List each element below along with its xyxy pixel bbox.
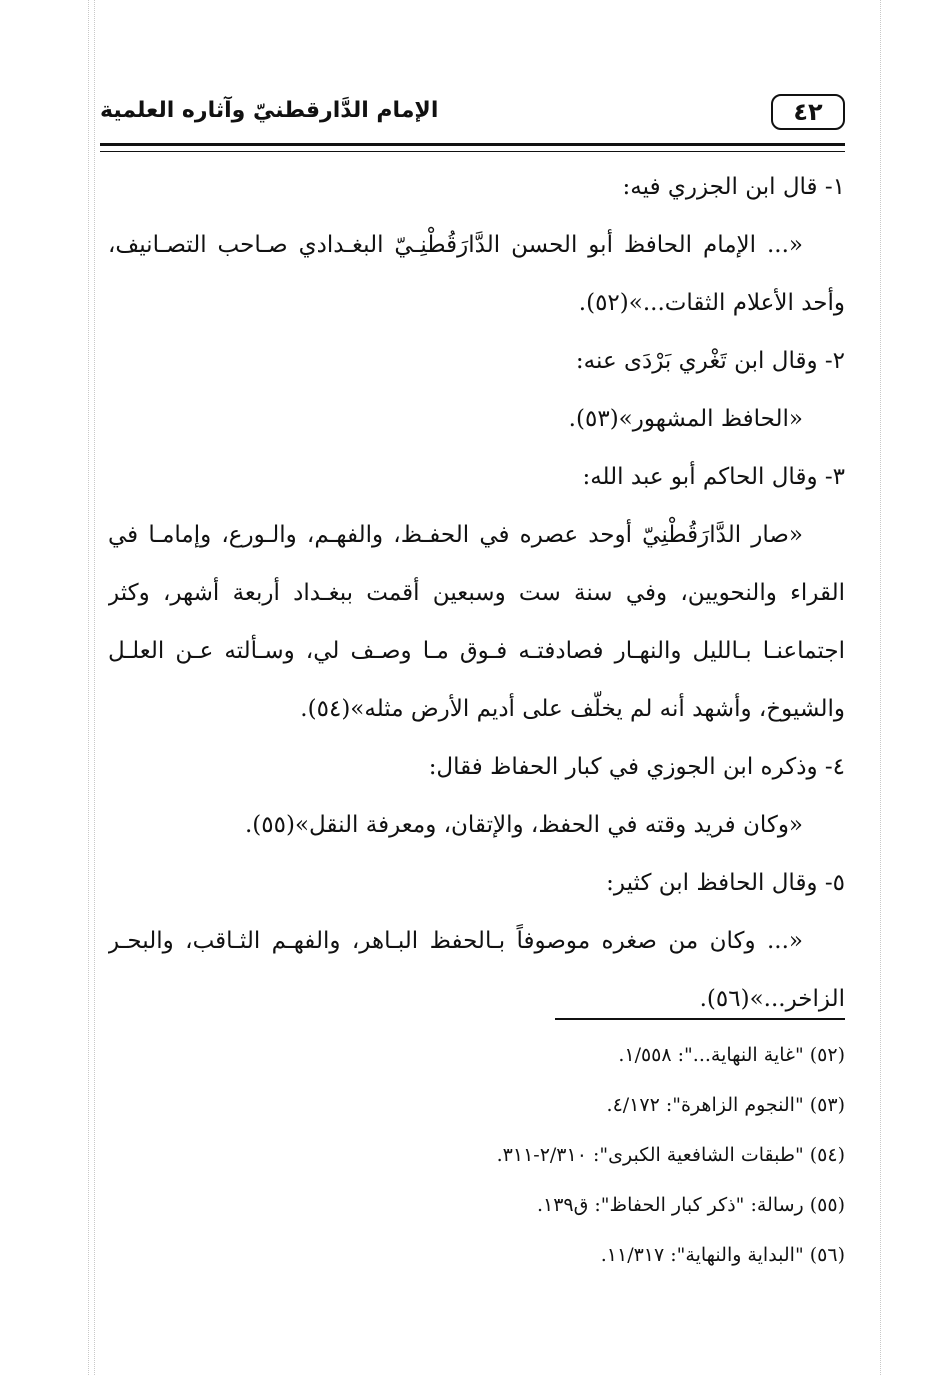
page-header bbox=[100, 88, 845, 146]
footnote: (٥٤) "طبقات الشافعية الكبرى": ٢/٣١٠-٣١١. bbox=[496, 1144, 845, 1166]
footnote: (٥٣) "النجوم الزاهرة": ٤/١٧٢. bbox=[606, 1094, 845, 1116]
text-line: «... وكان من صغره موصوفاً بـالحفظ البـاهر، والفهـم الثـاقب، والبحـر bbox=[108, 928, 803, 954]
footnotes bbox=[300, 1030, 845, 1280]
scan-artifact-line bbox=[88, 0, 89, 1375]
text-line: «صار الدَّارَقُطْنِيّ أوحد عصره في الحفـظ، والفهـم، والـورع، وإمامـا في bbox=[108, 522, 803, 548]
text-line: والشيوخ، وأشهد أنه لم يخلّف على أديم الأرض مثله»(٥٤). bbox=[300, 696, 845, 722]
footnote: (٥٦) "البداية والنهاية": ١١/٣١٧. bbox=[600, 1244, 845, 1266]
header-rule-thin bbox=[100, 151, 845, 152]
text-line: ٣- وقال الحاكم أبو عبد الله: bbox=[582, 464, 845, 490]
scan-artifact-line bbox=[94, 0, 95, 1375]
text-line: «الحافظ المشهور»(٥٣). bbox=[568, 406, 803, 432]
running-title: الإمام الدَّارقطنيّ وآثاره العلمية bbox=[100, 98, 439, 123]
scan-artifact-line bbox=[880, 0, 881, 1375]
footnote: (٥٢) "غاية النهاية...": ١/٥٥٨. bbox=[618, 1044, 845, 1066]
text-line: ٤- وذكره ابن الجوزي في كبار الحفاظ فقال: bbox=[428, 754, 845, 780]
footnote-separator bbox=[555, 1018, 845, 1020]
text-line: «... الإمام الحافظ أبو الحسن الدَّارَقُطْنِـيّ البغـدادي صـاحب التصـانيف، bbox=[108, 232, 803, 258]
page-number: ٤٢ bbox=[771, 94, 845, 130]
text-line: ٢- وقال ابن تَغْري بَرْدَى عنه: bbox=[575, 348, 845, 374]
main-text bbox=[108, 158, 845, 1028]
text-line: وأحد الأعلام الثقات...»(٥٢). bbox=[578, 290, 845, 316]
text-line: ١- قال ابن الجزري فيه: bbox=[622, 174, 845, 200]
footnote: (٥٥) رسالة: "ذكر كبار الحفاظ": ق١٣٩. bbox=[536, 1194, 845, 1216]
text-line: «وكان فريد وقته في الحفظ، والإتقان، ومعرفة النقل»(٥٥). bbox=[245, 812, 803, 838]
text-line: الزاخر...»(٥٦). bbox=[699, 986, 845, 1012]
text-line: القراء والنحويين، وفي سنة ست وسبعين أقمت ببغـداد أربعة أشهر، وكثر bbox=[108, 580, 845, 606]
text-line: ٥- وقال الحافظ ابن كثير: bbox=[606, 870, 845, 896]
text-line: اجتماعنـا بـالليل والنهـار فصادفتـه فـوق مـا وصـف لي، وسـألته عـن العلـل bbox=[108, 638, 845, 664]
header-rule bbox=[100, 143, 845, 146]
